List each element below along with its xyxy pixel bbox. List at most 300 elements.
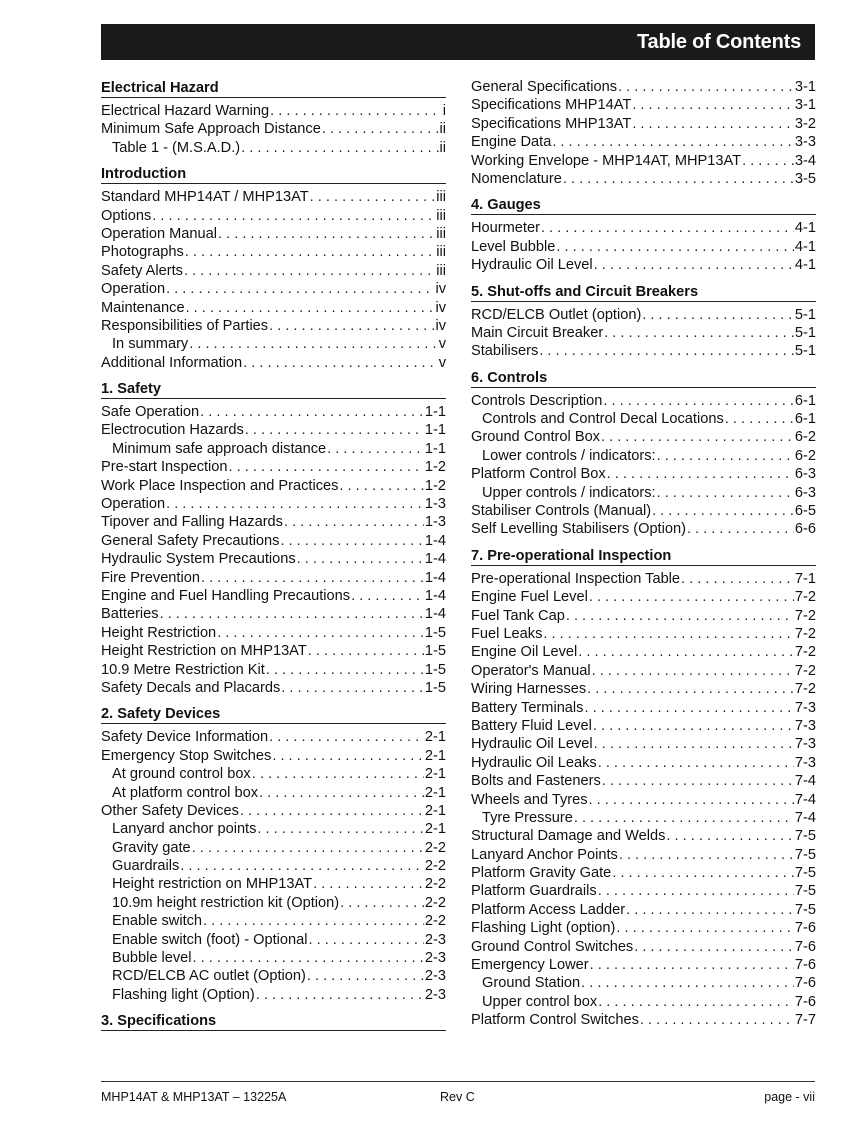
toc-entry[interactable] bbox=[101, 912, 446, 930]
entry-page-number: iii bbox=[436, 189, 446, 206]
entry-page-number: 2-2 bbox=[424, 894, 446, 911]
entry-title: Fuel Leaks bbox=[471, 625, 543, 642]
entry-page-number: 1-3 bbox=[424, 496, 446, 513]
entry-page-number: 7-4 bbox=[794, 809, 816, 826]
entry-page-number: 6-1 bbox=[794, 411, 816, 428]
dot-leader bbox=[160, 605, 424, 623]
entry-page-number: 7-5 bbox=[794, 883, 816, 900]
dot-leader bbox=[327, 440, 424, 458]
entry-page-number: ii bbox=[439, 121, 446, 138]
dot-leader bbox=[310, 188, 436, 206]
toc-entry[interactable] bbox=[471, 938, 816, 956]
entry-title: Platform Guardrails bbox=[471, 883, 597, 900]
toc-section bbox=[101, 164, 446, 372]
entry-title: Additional Information bbox=[101, 354, 243, 371]
entry-page-number: 1-2 bbox=[424, 477, 446, 494]
toc-entry[interactable] bbox=[471, 588, 816, 606]
entry-title: Upper controls / indicators: bbox=[482, 484, 656, 501]
entry-title: Self Levelling Stabilisers (Option) bbox=[471, 521, 686, 538]
toc-entry[interactable] bbox=[471, 956, 816, 974]
dot-leader bbox=[578, 643, 794, 661]
entry-page-number: 1-4 bbox=[424, 569, 446, 586]
toc-entry[interactable] bbox=[101, 262, 446, 280]
toc-entry[interactable] bbox=[101, 820, 446, 838]
entry-title: Lower controls / indicators: bbox=[482, 447, 656, 464]
entry-title: Work Place Inspection and Practices bbox=[101, 477, 339, 494]
toc-entry[interactable] bbox=[471, 392, 816, 410]
entry-title: Engine Fuel Level bbox=[471, 589, 588, 606]
entry-page-number: 1-5 bbox=[424, 643, 446, 660]
toc-entry[interactable] bbox=[471, 735, 816, 753]
entry-title: Bolts and Fasteners bbox=[471, 773, 601, 790]
toc-entry[interactable] bbox=[101, 225, 446, 243]
toc-entry[interactable] bbox=[101, 931, 446, 949]
toc-entry[interactable] bbox=[471, 570, 816, 588]
dot-leader bbox=[245, 421, 424, 439]
entry-page-number: 5-1 bbox=[794, 343, 816, 360]
entry-title: 10.9 Metre Restriction Kit bbox=[101, 661, 265, 678]
entry-title: Hourmeter bbox=[471, 220, 540, 237]
entry-title: Stabiliser Controls (Manual) bbox=[471, 503, 652, 520]
dot-leader bbox=[256, 986, 424, 1004]
entry-title: Pre-start Inspection bbox=[101, 459, 228, 476]
entry-title: Flashing light (Option) bbox=[112, 986, 255, 1003]
toc-entry[interactable] bbox=[101, 120, 446, 138]
toc-entry[interactable] bbox=[471, 465, 816, 483]
section-heading: 7. Pre-operational Inspection bbox=[471, 546, 816, 566]
dot-leader bbox=[180, 857, 424, 875]
toc-entry[interactable] bbox=[101, 587, 446, 605]
toc-entry[interactable] bbox=[101, 139, 446, 157]
footer-divider bbox=[101, 1081, 815, 1082]
entry-title: Tyre Pressure bbox=[482, 809, 573, 826]
toc-entry[interactable] bbox=[471, 502, 816, 520]
entry-title: Main Circuit Breaker bbox=[471, 324, 604, 341]
entry-title: At ground control box bbox=[112, 766, 251, 783]
toc-entry[interactable] bbox=[471, 791, 816, 809]
entry-page-number: 2-1 bbox=[424, 766, 446, 783]
dot-leader bbox=[280, 532, 423, 550]
dot-leader bbox=[598, 993, 794, 1011]
dot-leader bbox=[556, 238, 794, 256]
toc-entry[interactable] bbox=[101, 679, 446, 697]
dot-leader bbox=[539, 342, 794, 360]
entry-title: Safety Device Information bbox=[101, 729, 269, 746]
toc-entry[interactable] bbox=[471, 219, 816, 237]
entry-title: Electrical Hazard Warning bbox=[101, 103, 270, 119]
entry-page-number: v bbox=[438, 354, 446, 371]
toc-entry[interactable] bbox=[471, 96, 816, 114]
dot-leader bbox=[657, 447, 794, 465]
toc-entry[interactable] bbox=[101, 894, 446, 912]
dot-leader bbox=[594, 256, 794, 274]
dot-leader bbox=[687, 520, 794, 538]
toc-section bbox=[101, 704, 446, 1004]
toc-entry[interactable] bbox=[471, 993, 816, 1011]
entry-title: Bubble level bbox=[112, 950, 192, 967]
dot-leader bbox=[589, 791, 794, 809]
toc-entry[interactable] bbox=[101, 839, 446, 857]
toc-entry[interactable] bbox=[471, 882, 816, 900]
toc-entry[interactable] bbox=[101, 477, 446, 495]
dot-leader bbox=[184, 262, 435, 280]
entry-page-number: 4-1 bbox=[794, 220, 816, 237]
toc-right-column bbox=[471, 78, 816, 1037]
dot-leader bbox=[725, 410, 794, 428]
toc-entry[interactable] bbox=[101, 875, 446, 893]
entry-title: Lanyard Anchor Points bbox=[471, 846, 618, 863]
toc-entry[interactable] bbox=[471, 607, 816, 625]
entry-page-number: iv bbox=[435, 281, 446, 298]
entry-page-number: 3-4 bbox=[794, 152, 816, 169]
dot-leader bbox=[594, 735, 794, 753]
toc-entry[interactable] bbox=[471, 78, 816, 96]
dot-leader bbox=[193, 949, 424, 967]
toc-entry[interactable] bbox=[471, 170, 816, 188]
dot-leader bbox=[581, 974, 794, 992]
dot-leader bbox=[185, 243, 436, 261]
dot-leader bbox=[657, 484, 794, 502]
entry-title: Electrocution Hazards bbox=[101, 422, 244, 439]
entry-title: Gravity gate bbox=[112, 839, 191, 856]
toc-entry[interactable] bbox=[471, 772, 816, 790]
entry-page-number: iii bbox=[436, 262, 446, 279]
toc-entry[interactable] bbox=[101, 747, 446, 765]
entry-title: Other Safety Devices bbox=[101, 802, 239, 819]
entry-page-number: 7-2 bbox=[794, 662, 816, 679]
entry-title: At platform control box bbox=[112, 784, 259, 801]
dot-leader bbox=[269, 728, 424, 746]
entry-page-number: 3-3 bbox=[794, 134, 816, 151]
entry-page-number: 7-5 bbox=[794, 828, 816, 845]
entry-title: Standard MHP14AT / MHP13AT bbox=[101, 189, 309, 206]
dot-leader bbox=[308, 642, 424, 660]
entry-page-number: 2-3 bbox=[424, 986, 446, 1003]
toc-entry[interactable] bbox=[101, 949, 446, 967]
toc-entry[interactable] bbox=[101, 458, 446, 476]
entry-page-number: 7-3 bbox=[794, 699, 816, 716]
toc-entry[interactable] bbox=[471, 520, 816, 538]
dot-leader bbox=[269, 317, 434, 335]
toc-section bbox=[101, 78, 446, 157]
dot-leader bbox=[681, 570, 794, 588]
entry-page-number: 7-6 bbox=[794, 993, 816, 1010]
dot-leader bbox=[603, 392, 794, 410]
toc-section bbox=[101, 379, 446, 697]
entry-page-number: 7-6 bbox=[794, 957, 816, 974]
entry-page-number: 7-5 bbox=[794, 901, 816, 918]
title-banner bbox=[101, 24, 815, 60]
dot-leader bbox=[612, 864, 794, 882]
dot-leader bbox=[322, 120, 439, 138]
entry-page-number: 4-1 bbox=[794, 257, 816, 274]
dot-leader bbox=[592, 662, 794, 680]
entry-title: Ground Control Switches bbox=[471, 938, 634, 955]
entry-page-number: 7-4 bbox=[794, 791, 816, 808]
entry-page-number: 2-1 bbox=[424, 802, 446, 819]
entry-title: Height Restriction on MHP13AT bbox=[101, 643, 307, 660]
dot-leader bbox=[270, 102, 442, 120]
entry-page-number: 1-2 bbox=[424, 459, 446, 476]
toc-entry[interactable] bbox=[471, 152, 816, 170]
toc-entry[interactable] bbox=[471, 324, 816, 342]
entry-title: Level Bubble bbox=[471, 238, 556, 255]
toc-entry[interactable] bbox=[101, 102, 446, 120]
entry-page-number: 1-4 bbox=[424, 587, 446, 604]
entry-page-number: 7-3 bbox=[794, 736, 816, 753]
entry-title: Minimum Safe Approach Distance bbox=[101, 121, 321, 138]
entry-title: Specifications MHP13AT bbox=[471, 115, 632, 132]
toc-section bbox=[471, 282, 816, 361]
dot-leader bbox=[243, 354, 438, 372]
entry-title: Platform Access Ladder bbox=[471, 901, 626, 918]
toc-entry[interactable] bbox=[471, 625, 816, 643]
toc-entry[interactable] bbox=[101, 765, 446, 783]
dot-leader bbox=[590, 956, 794, 974]
toc-entry[interactable] bbox=[101, 188, 446, 206]
entry-title: Guardrails bbox=[112, 858, 180, 875]
toc-entry[interactable] bbox=[101, 857, 446, 875]
entry-page-number: 1-4 bbox=[424, 606, 446, 623]
entry-page-number: 2-3 bbox=[424, 950, 446, 967]
entry-page-number: 6-3 bbox=[794, 484, 816, 501]
entry-page-number: 3-1 bbox=[794, 97, 816, 114]
toc-entry[interactable] bbox=[101, 354, 446, 372]
entry-page-number: iii bbox=[436, 244, 446, 261]
entry-title: Wiring Harnesses bbox=[471, 681, 587, 698]
toc-entry[interactable] bbox=[101, 605, 446, 623]
entry-title: RCD/ELCB Outlet (option) bbox=[471, 306, 642, 323]
dot-leader bbox=[266, 661, 424, 679]
toc-entry[interactable] bbox=[101, 440, 446, 458]
entry-page-number: 5-1 bbox=[794, 306, 816, 323]
dot-leader bbox=[339, 477, 424, 495]
entry-page-number: 2-2 bbox=[424, 858, 446, 875]
entry-title: Ground Station bbox=[482, 975, 581, 992]
dot-leader bbox=[284, 513, 424, 531]
toc-entry[interactable] bbox=[471, 1011, 816, 1029]
entry-title: General Specifications bbox=[471, 79, 618, 95]
toc-entry[interactable] bbox=[471, 919, 816, 937]
toc-left-column bbox=[101, 78, 446, 1038]
entry-title: Hydraulic Oil Level bbox=[471, 257, 593, 274]
dot-leader bbox=[642, 306, 794, 324]
entry-page-number: 7-6 bbox=[794, 920, 816, 937]
footer-document-id: MHP14AT & MHP13AT – 13225A bbox=[101, 1090, 287, 1104]
toc-entry[interactable] bbox=[471, 428, 816, 446]
toc-entry[interactable] bbox=[101, 243, 446, 261]
entry-title: Controls and Control Decal Locations bbox=[482, 411, 724, 428]
entry-title: Wheels and Tyres bbox=[471, 791, 588, 808]
toc-entry[interactable] bbox=[471, 680, 816, 698]
entry-page-number: 6-5 bbox=[794, 503, 816, 520]
dot-leader bbox=[297, 550, 424, 568]
entry-title: Minimum safe approach distance bbox=[112, 440, 327, 457]
toc-entry[interactable] bbox=[471, 662, 816, 680]
entry-page-number: iii bbox=[436, 207, 446, 224]
toc-entry[interactable] bbox=[101, 986, 446, 1004]
entry-title: Upper control box bbox=[482, 993, 598, 1010]
toc-entry[interactable] bbox=[471, 717, 816, 735]
toc-entry[interactable] bbox=[471, 256, 816, 274]
toc-entry[interactable] bbox=[101, 802, 446, 820]
toc-entry[interactable] bbox=[101, 207, 446, 225]
entry-title: Photographs bbox=[101, 244, 184, 261]
section-heading: 6. Controls bbox=[471, 368, 816, 388]
entry-title: Tipover and Falling Hazards bbox=[101, 514, 283, 531]
entry-title: Enable switch (foot) - Optional bbox=[112, 931, 308, 948]
dot-leader bbox=[543, 625, 794, 643]
entry-title: In summary bbox=[112, 336, 189, 353]
toc-entry[interactable] bbox=[101, 569, 446, 587]
entry-page-number: 3-5 bbox=[794, 170, 816, 187]
toc-section bbox=[101, 1011, 446, 1031]
dot-leader bbox=[166, 495, 424, 513]
toc-entry[interactable] bbox=[471, 484, 816, 502]
entry-title: Nomenclature bbox=[471, 170, 562, 187]
entry-title: Emergency Stop Switches bbox=[101, 747, 272, 764]
entry-title: Enable switch bbox=[112, 913, 203, 930]
toc-entry[interactable] bbox=[101, 642, 446, 660]
toc-entry[interactable] bbox=[101, 661, 446, 679]
entry-page-number: iii bbox=[436, 225, 446, 242]
toc-entry[interactable] bbox=[471, 827, 816, 845]
entry-page-number: 2-2 bbox=[424, 839, 446, 856]
dot-leader bbox=[619, 846, 794, 864]
toc-entry[interactable] bbox=[101, 532, 446, 550]
toc-entry[interactable] bbox=[101, 299, 446, 317]
toc-entry[interactable] bbox=[471, 864, 816, 882]
toc-entry[interactable] bbox=[101, 728, 446, 746]
entry-page-number: 7-2 bbox=[794, 607, 816, 624]
dot-leader bbox=[252, 765, 424, 783]
dot-leader bbox=[203, 912, 424, 930]
entry-page-number: 1-5 bbox=[424, 661, 446, 678]
dot-leader bbox=[640, 1011, 794, 1029]
entry-page-number: 1-4 bbox=[424, 532, 446, 549]
toc-entry[interactable] bbox=[471, 238, 816, 256]
entry-page-number: ii bbox=[439, 139, 446, 156]
dot-leader bbox=[152, 207, 435, 225]
entry-title: Flashing Light (option) bbox=[471, 920, 616, 937]
toc-entry[interactable] bbox=[101, 495, 446, 513]
toc-entry[interactable] bbox=[471, 846, 816, 864]
toc-entry[interactable] bbox=[101, 513, 446, 531]
toc-entry[interactable] bbox=[471, 115, 816, 133]
dot-leader bbox=[217, 624, 424, 642]
entry-page-number: 7-7 bbox=[794, 1012, 816, 1029]
entry-title: Table 1 - (M.S.A.D.) bbox=[112, 139, 241, 156]
dot-leader bbox=[584, 699, 793, 717]
entry-page-number: 2-1 bbox=[424, 821, 446, 838]
dot-leader bbox=[601, 428, 794, 446]
entry-page-number: 7-3 bbox=[794, 754, 816, 771]
entry-page-number: 6-2 bbox=[794, 447, 816, 464]
entry-title: Operator's Manual bbox=[471, 662, 591, 679]
toc-entry[interactable] bbox=[471, 809, 816, 827]
toc-entry[interactable] bbox=[101, 317, 446, 335]
entry-page-number: 2-1 bbox=[424, 784, 446, 801]
toc-entry[interactable] bbox=[101, 280, 446, 298]
dot-leader bbox=[257, 820, 423, 838]
toc-entry[interactable] bbox=[471, 699, 816, 717]
entry-title: Emergency Lower bbox=[471, 957, 589, 974]
entry-title: Pre-operational Inspection Table bbox=[471, 570, 681, 587]
toc-entry[interactable] bbox=[471, 410, 816, 428]
entry-title: Hydraulic Oil Level bbox=[471, 736, 593, 753]
entry-title: Working Envelope - MHP14AT, MHP13AT bbox=[471, 152, 742, 169]
entry-page-number: 2-1 bbox=[424, 729, 446, 746]
entry-title: Lanyard anchor points bbox=[112, 821, 257, 838]
dot-leader bbox=[587, 680, 794, 698]
toc-entry[interactable] bbox=[101, 784, 446, 802]
toc-entry[interactable] bbox=[471, 901, 816, 919]
entry-title: Hydraulic System Precautions bbox=[101, 551, 296, 568]
toc-entry[interactable] bbox=[471, 342, 816, 360]
toc-entry[interactable] bbox=[101, 403, 446, 421]
footer-revision: Rev C bbox=[440, 1090, 475, 1104]
entry-page-number: 7-2 bbox=[794, 644, 816, 661]
dot-leader bbox=[201, 569, 424, 587]
entry-page-number: 7-1 bbox=[794, 570, 816, 587]
entry-title: Engine and Fuel Handling Precautions bbox=[101, 587, 351, 604]
toc-entry[interactable] bbox=[471, 447, 816, 465]
entry-title: Responsibilities of Parties bbox=[101, 317, 269, 334]
dot-leader bbox=[307, 967, 424, 985]
dot-leader bbox=[632, 96, 794, 114]
entry-page-number: 6-6 bbox=[794, 521, 816, 538]
toc-entry[interactable] bbox=[471, 306, 816, 324]
entry-title: Operation Manual bbox=[101, 225, 218, 242]
entry-title: Height Restriction bbox=[101, 624, 217, 641]
toc-entry[interactable] bbox=[101, 421, 446, 439]
section-heading: 2. Safety Devices bbox=[101, 704, 446, 724]
dot-leader bbox=[186, 299, 435, 317]
section-heading: Electrical Hazard bbox=[101, 78, 446, 98]
toc-entry[interactable] bbox=[471, 643, 816, 661]
toc-entry[interactable] bbox=[101, 967, 446, 985]
toc-entry[interactable] bbox=[471, 133, 816, 151]
dot-leader bbox=[200, 403, 424, 421]
entry-title: Fire Prevention bbox=[101, 569, 200, 586]
entry-page-number: 6-2 bbox=[794, 429, 816, 446]
toc-entry[interactable] bbox=[471, 974, 816, 992]
dot-leader bbox=[192, 839, 424, 857]
dot-leader bbox=[626, 901, 794, 919]
toc-entry[interactable] bbox=[101, 624, 446, 642]
toc-entry[interactable] bbox=[101, 335, 446, 353]
entry-page-number: 1-5 bbox=[424, 679, 446, 696]
toc-entry[interactable] bbox=[101, 550, 446, 568]
entry-page-number: 7-5 bbox=[794, 846, 816, 863]
entry-page-number: v bbox=[438, 336, 446, 353]
entry-page-number: 2-3 bbox=[424, 968, 446, 985]
toc-entry[interactable] bbox=[471, 754, 816, 772]
section-heading: 5. Shut-offs and Circuit Breakers bbox=[471, 282, 816, 302]
dot-leader bbox=[652, 502, 794, 520]
entry-page-number: 7-5 bbox=[794, 865, 816, 882]
dot-leader bbox=[272, 747, 424, 765]
entry-title: Specifications MHP14AT bbox=[471, 97, 632, 114]
dot-leader bbox=[598, 882, 794, 900]
entry-title: Operation bbox=[101, 281, 166, 298]
entry-title: Options bbox=[101, 207, 152, 224]
dot-leader bbox=[634, 938, 794, 956]
section-heading: 1. Safety bbox=[101, 379, 446, 399]
entry-page-number: i bbox=[442, 103, 446, 119]
entry-page-number: 7-4 bbox=[794, 773, 816, 790]
entry-title: Fuel Tank Cap bbox=[471, 607, 565, 624]
